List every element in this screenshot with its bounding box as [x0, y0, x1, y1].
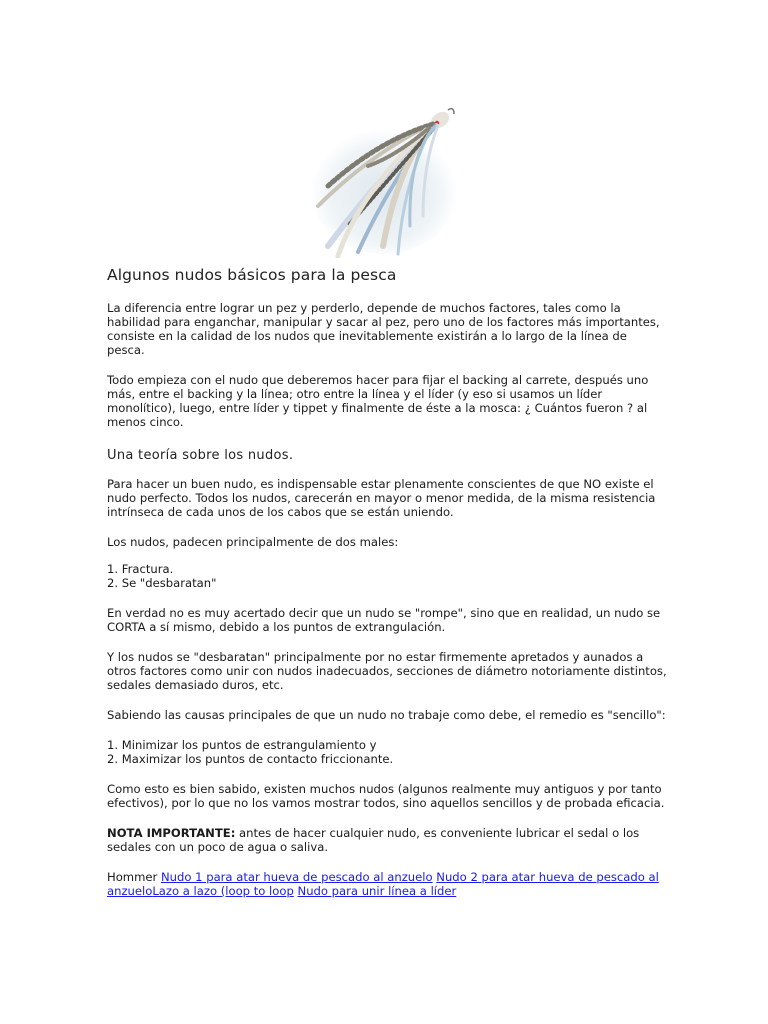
- intro-paragraph-2: Todo empieza con el nudo que deberemos hacer para fijar el backing al carrete, después uno más, entre el backing y la línea; otro entre la línea y el líder (y eso si usamos un líder monolítico), luego, entre líder y tippet y finalmente de éste a la mosca: ¿ Cuántos fueron ? al menos cinco.: [107, 373, 649, 429]
- section-heading: Una teoría sobre los nudos.: [107, 448, 294, 463]
- article: [107, 268, 667, 914]
- theory-paragraph-3: En verdad no es muy acertado decir que un nudo se "rompe", sino que en realidad, un nudo se CORTA a sí mismo, debido a los puntos de extrangulación.: [107, 606, 661, 634]
- links-paragraph: [107, 870, 667, 898]
- ailments-list: [107, 562, 667, 590]
- theory-paragraph-5: Sabiendo las causas principales de que un nudo no trabaje como debe, el remedio es "sencillo":: [107, 708, 666, 722]
- list-item: 1. Fractura.: [107, 562, 174, 576]
- theory-paragraph-2: Los nudos, padecen principalmente de dos males:: [107, 535, 399, 549]
- remedy-list: [107, 738, 667, 766]
- link-nudo-1[interactable]: Nudo 1 para atar hueva de pescado al anzuelo: [160, 870, 433, 884]
- page-title: Algunos nudos básicos para la pesca: [107, 266, 397, 284]
- theory-paragraph-4: Y los nudos se "desbaratan" principalmente por no estar firmemente apretados y aunados a otros factores como unir con nudos inadecuados, secciones de diámetro notoriamente distintos, sedales demasiado duros, etc.: [107, 650, 667, 692]
- fishing-fly-lure-image: [298, 96, 470, 258]
- theory-paragraph-1: Para hacer un buen nudo, es indispensable estar plenamente conscientes de que NO existe el nudo perfecto. Todos los nudos, carecerán en mayor o menor medida, de la misma resistencia intrínseca de cada unos de los cabos que se están uniendo.: [107, 477, 656, 519]
- list-item: 1. Minimizar los puntos de estrangulamiento y: [107, 738, 377, 752]
- link-line-to-leader[interactable]: Nudo para unir línea a líder: [297, 884, 457, 898]
- note-text: antes de hacer cualquier nudo, es conveniente lubricar el sedal o los sedales con un poco de agua o saliva.: [107, 826, 640, 854]
- list-item: 2. Maximizar los puntos de contacto friccionante.: [107, 752, 394, 766]
- important-note: [107, 826, 667, 854]
- note-label: NOTA IMPORTANTE:: [107, 826, 236, 840]
- links-prefix: Hommer: [107, 870, 161, 884]
- link-nudo-2[interactable]: Nudo 2 para atar hueva de pescado al anzuelo: [107, 870, 659, 898]
- theory-paragraph-6: Como esto es bien sabido, existen muchos nudos (algunos realmente muy antiguos y por tanto efectivos), por lo que no los vamos mostrar todos, sino aquellos sencillos y de probada eficacia.: [107, 782, 665, 810]
- intro-paragraph-1: La diferencia entre lograr un pez y perderlo, depende de muchos factores, tales como la habilidad para enganchar, manipular y sacar al pez, pero uno de los factores más importantes, consiste en la calidad de los nudos que inevitablemente existirán a lo largo de la línea de pesca.: [107, 301, 660, 357]
- link-loop-to-loop[interactable]: Lazo a lazo (loop to loop: [152, 884, 294, 898]
- list-item: 2. Se "desbaratan": [107, 576, 217, 590]
